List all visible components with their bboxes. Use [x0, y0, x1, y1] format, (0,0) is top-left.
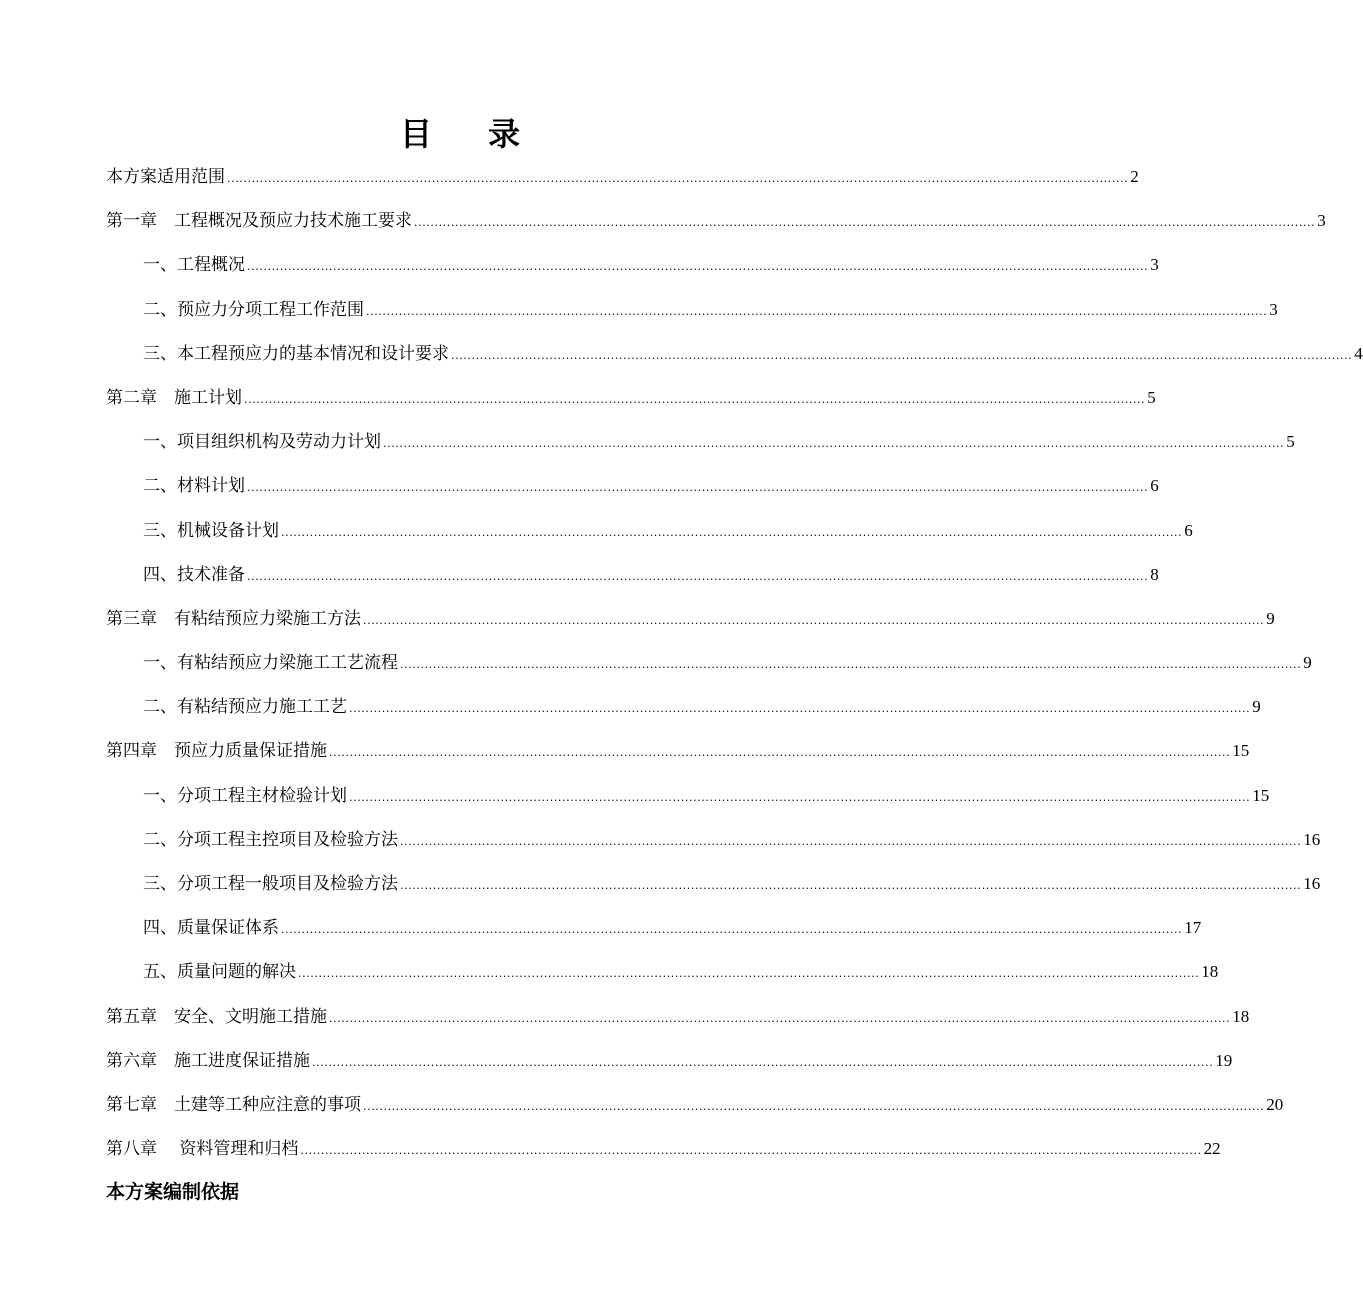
- toc-entry-page-number: 6: [1150, 476, 1159, 496]
- toc-entry-label: 四、质量保证体系: [143, 918, 279, 939]
- toc-entry-label: 二、有粘结预应力施工工艺: [143, 697, 347, 718]
- toc-entry[interactable]: [106, 376, 1156, 420]
- toc-entry-label: 第八章 资料管理和归档: [106, 1139, 299, 1160]
- toc-entry-page-number: 3: [1150, 255, 1159, 275]
- toc-entry-label: 二、分项工程主控项目及检验方法: [143, 829, 398, 850]
- section-heading: 本方案编制依据: [106, 1181, 240, 1203]
- toc-entry-page-number: 20: [1266, 1094, 1284, 1114]
- toc-dot-leader: ............................................................................................................................................................................................................................: [363, 613, 1265, 627]
- toc-dot-leader: ............................................................................................................................................................................................................................: [227, 172, 1129, 185]
- toc-entry-page-number: 9: [1252, 697, 1261, 717]
- toc-dot-leader: ............................................................................................................................................................................................................................: [349, 702, 1251, 716]
- toc-dot-leader: ............................................................................................................................................................................................................................: [400, 834, 1302, 848]
- toc-entry[interactable]: [106, 464, 1159, 508]
- toc-entry-label: 四、技术准备: [143, 564, 245, 585]
- toc-entry[interactable]: [106, 729, 1250, 773]
- toc-dot-leader: ............................................................................................................................................................................................................................: [363, 1099, 1265, 1113]
- toc-entry[interactable]: [106, 1127, 1221, 1171]
- toc-entry-label: 二、材料计划: [143, 476, 245, 497]
- toc-entry-label: 一、分项工程主材检验计划: [143, 785, 347, 806]
- toc-entry-label: 第二章 施工计划: [106, 387, 242, 408]
- toc-entry-page-number: 22: [1203, 1139, 1221, 1159]
- toc-entry[interactable]: [106, 950, 1219, 994]
- toc-dot-leader: ............................................................................................................................................................................................................................: [300, 1144, 1202, 1158]
- toc-entry[interactable]: [106, 509, 1193, 553]
- toc-dot-leader: ............................................................................................................................................................................................................................: [349, 790, 1251, 804]
- toc-dot-leader: ............................................................................................................................................................................................................................: [247, 481, 1149, 495]
- toc-dot-leader: ............................................................................................................................................................................................................................: [244, 392, 1146, 406]
- toc-entry-label: 一、有粘结预应力梁施工工艺流程: [143, 653, 398, 674]
- toc-dot-leader: ............................................................................................................................................................................................................................: [414, 216, 1316, 230]
- toc-entry[interactable]: [106, 685, 1261, 729]
- toc-dot-leader: ............................................................................................................................................................................................................................: [451, 348, 1353, 362]
- toc-dot-leader: ............................................................................................................................................................................................................................: [383, 437, 1285, 451]
- toc-entry-label: 第一章 工程概况及预应力技术施工要求: [106, 211, 412, 232]
- toc-entry-page-number: 15: [1252, 785, 1270, 805]
- toc-entry-label: 第四章 预应力质量保证措施: [106, 741, 327, 762]
- toc-dot-leader: ............................................................................................................................................................................................................................: [247, 569, 1149, 583]
- toc-dot-leader: ............................................................................................................................................................................................................................: [247, 260, 1149, 274]
- toc-dot-leader: ............................................................................................................................................................................................................................: [281, 525, 1183, 539]
- toc-dot-leader: ............................................................................................................................................................................................................................: [329, 1011, 1231, 1025]
- toc-entry-label: 第五章 安全、文明施工措施: [106, 1006, 327, 1027]
- toc-entry[interactable]: [106, 862, 1321, 906]
- toc-dot-leader: ............................................................................................................................................................................................................................: [329, 746, 1231, 760]
- toc-entry[interactable]: [106, 199, 1326, 243]
- toc-entry-page-number: 2: [1130, 167, 1139, 186]
- page-title: 目录: [399, 115, 576, 153]
- toc-entry-label: 第三章 有粘结预应力梁施工方法: [106, 608, 361, 629]
- toc-entry-page-number: 6: [1184, 520, 1193, 540]
- toc-entry-page-number: 8: [1150, 564, 1159, 584]
- toc-entry-page-number: 18: [1201, 962, 1219, 982]
- toc-entry[interactable]: [106, 332, 1363, 376]
- toc-entry-page-number: 4: [1354, 343, 1363, 363]
- toc-entry-page-number: 16: [1303, 874, 1321, 893]
- toc-entry-label: 一、工程概况: [143, 255, 245, 276]
- table-of-contents: [106, 155, 1363, 1171]
- toc-entry-label: 五、质量问题的解决: [143, 962, 296, 983]
- toc-entry-page-number: 18: [1232, 1006, 1250, 1026]
- toc-entry-page-number: 5: [1147, 387, 1156, 407]
- toc-entry-page-number: 17: [1184, 918, 1202, 938]
- toc-entry-page-number: 19: [1215, 1050, 1233, 1070]
- toc-entry[interactable]: [106, 906, 1202, 950]
- toc-entry-label: 二、预应力分项工程工作范围: [143, 299, 364, 320]
- toc-entry-label: 第七章 土建等工种应注意的事项: [106, 1094, 361, 1115]
- toc-entry[interactable]: [106, 288, 1278, 332]
- toc-entry[interactable]: [106, 155, 1139, 199]
- toc-entry-page-number: 3: [1317, 211, 1326, 231]
- toc-dot-leader: ............................................................................................................................................................................................................................: [400, 658, 1302, 672]
- toc-entry-label: 三、机械设备计划: [143, 520, 279, 541]
- toc-entry[interactable]: [106, 420, 1295, 464]
- toc-entry[interactable]: [106, 243, 1159, 287]
- toc-entry-page-number: 9: [1303, 653, 1312, 673]
- toc-entry-label: 三、分项工程一般项目及检验方法: [143, 874, 398, 894]
- toc-entry-label: 本方案适用范围: [106, 167, 225, 187]
- toc-entry-label: 第六章 施工进度保证措施: [106, 1050, 310, 1071]
- toc-entry[interactable]: [106, 995, 1250, 1039]
- toc-entry-page-number: 16: [1303, 829, 1321, 849]
- toc-entry[interactable]: [106, 1039, 1233, 1083]
- toc-entry[interactable]: [106, 774, 1270, 818]
- toc-entry[interactable]: [106, 597, 1275, 641]
- toc-entry-page-number: 3: [1269, 299, 1278, 319]
- toc-entry-page-number: 9: [1266, 608, 1275, 628]
- toc-entry-page-number: 5: [1286, 432, 1295, 452]
- toc-entry-page-number: 15: [1232, 741, 1250, 761]
- toc-entry[interactable]: [106, 818, 1321, 862]
- toc-entry-label: 三、本工程预应力的基本情况和设计要求: [143, 343, 449, 364]
- toc-entry[interactable]: [106, 641, 1312, 685]
- toc-dot-leader: ............................................................................................................................................................................................................................: [281, 923, 1183, 937]
- toc-dot-leader: ............................................................................................................................................................................................................................: [298, 967, 1200, 981]
- toc-entry[interactable]: [106, 1083, 1284, 1127]
- toc-dot-leader: ............................................................................................................................................................................................................................: [312, 1055, 1214, 1069]
- toc-entry[interactable]: [106, 553, 1159, 597]
- toc-entry-label: 一、项目组织机构及劳动力计划: [143, 432, 381, 453]
- toc-dot-leader: ............................................................................................................................................................................................................................: [400, 879, 1302, 892]
- toc-dot-leader: ............................................................................................................................................................................................................................: [366, 304, 1268, 318]
